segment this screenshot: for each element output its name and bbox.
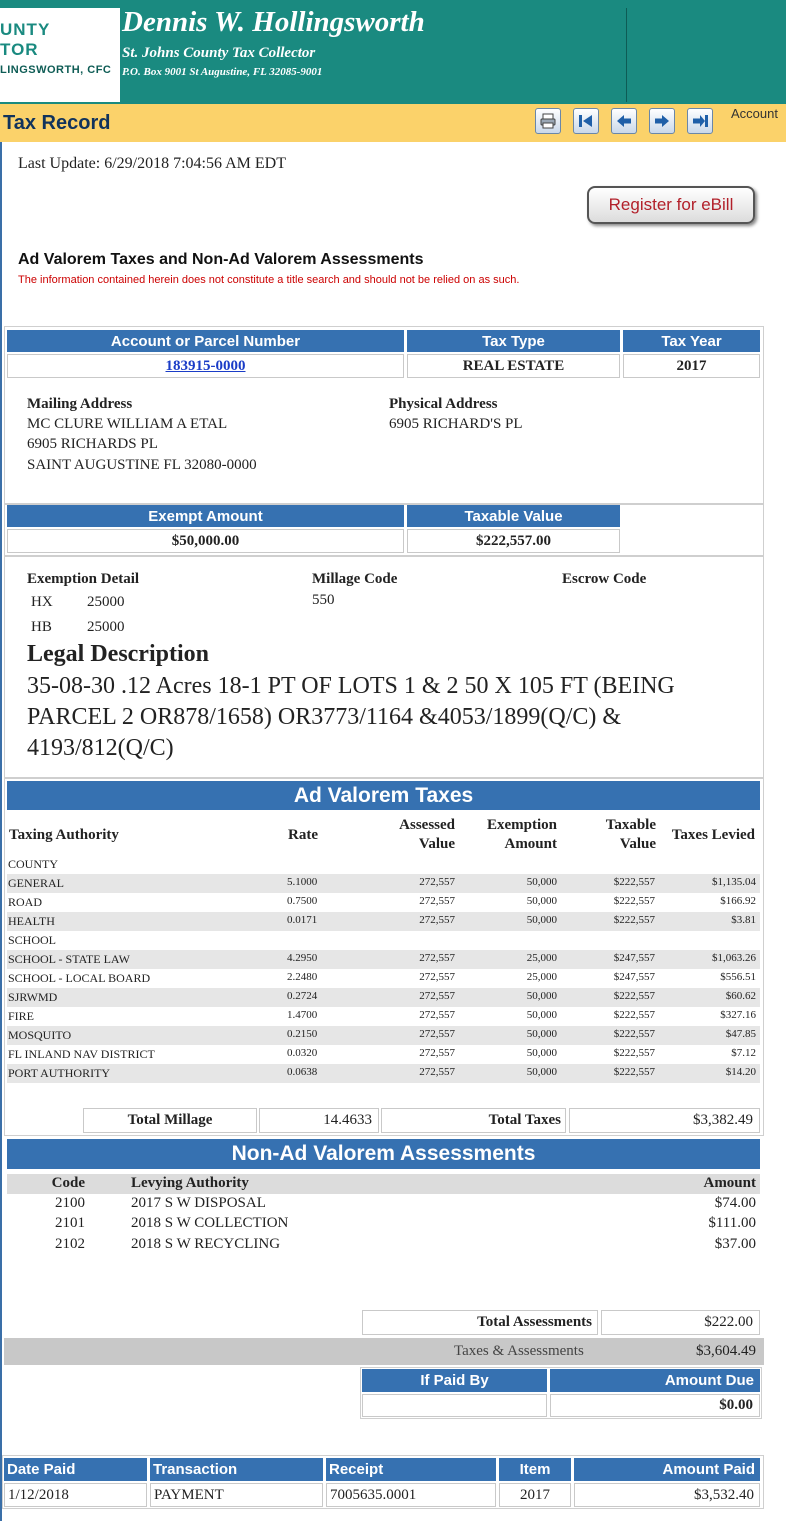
receipt-header: Receipt [326, 1458, 496, 1481]
account-link[interactable]: Account [731, 106, 778, 121]
assessment-amount: $74.00 [714, 1195, 756, 1211]
amount-due-header: Amount Due [550, 1369, 760, 1392]
taxes-levied: $556.51 [720, 971, 756, 983]
assessed-header-line: Value [418, 836, 455, 852]
table-row [7, 1194, 760, 1214]
assessment-amount: $111.00 [708, 1215, 756, 1231]
date-paid-value: 1/12/2018 [4, 1483, 147, 1507]
assessment-authority: 2018 S W RECYCLING [131, 1236, 281, 1252]
taxable-value: $222,557 [613, 990, 655, 1002]
millage-rate: 0.2150 [287, 1028, 318, 1040]
last-page-button[interactable] [687, 108, 713, 134]
tax-year-value: 2017 [623, 354, 760, 378]
taxing-authority: SCHOOL - LOCAL BOARD [8, 971, 151, 985]
table-row [7, 1064, 760, 1083]
section-heading: Ad Valorem Taxes and Non-Ad Valorem Assessments [18, 251, 424, 268]
parcel-number-header: Account or Parcel Number [7, 330, 404, 352]
parcel-number-cell [7, 354, 404, 378]
transaction-header: Transaction [150, 1458, 323, 1481]
exemption-amount: 25000 [87, 619, 125, 635]
exempt-amount-value: $50,000.00 [7, 529, 404, 553]
taxing-authority: PORT AUTHORITY [8, 1066, 111, 1080]
table-row [7, 912, 760, 931]
levying-authority-header: Levying Authority [131, 1175, 249, 1191]
taxable-value-value: $222,557.00 [407, 529, 620, 553]
assessed-value: 272,557 [419, 1009, 455, 1021]
taxes-levied: $14.20 [725, 1066, 756, 1078]
exemption-amount-header [487, 816, 557, 854]
taxes-levied: $166.92 [720, 895, 756, 907]
mailing-address-line: MC CLURE WILLIAM A ETAL [27, 416, 228, 432]
exemption-amount: 50,000 [526, 1066, 557, 1078]
taxes-levied-header: Taxes Levied [671, 827, 755, 843]
taxing-authority: SCHOOL - STATE LAW [8, 952, 130, 966]
first-page-icon [577, 112, 595, 130]
exemption-amount: 50,000 [526, 1028, 557, 1040]
assessed-value: 272,557 [419, 971, 455, 983]
taxes-levied: $47.85 [725, 1028, 756, 1040]
table-row [7, 855, 760, 874]
ad-valorem-title: Ad Valorem Taxes [7, 781, 760, 810]
total-millage-value: 14.4633 [259, 1108, 379, 1133]
last-update-text: Last Update: 6/29/2018 7:04:56 AM EDT [18, 155, 286, 172]
grand-total-value: $3,604.49 [696, 1343, 756, 1359]
millage-code-label: Millage Code [312, 571, 398, 587]
escrow-code-label: Escrow Code [562, 571, 647, 587]
previous-icon [615, 112, 633, 130]
taxes-levied: $1,063.26 [712, 952, 756, 964]
taxable-header-line: Value [619, 836, 656, 852]
assessment-authority: 2018 S W COLLECTION [131, 1215, 289, 1231]
taxes-levied: $1,135.04 [712, 876, 756, 888]
last-page-icon [691, 112, 709, 130]
taxable-value: $247,557 [613, 952, 655, 964]
assessed-value: 272,557 [419, 1066, 455, 1078]
millage-rate: 0.2724 [287, 990, 318, 1002]
logo-line-3: LINGSWORTH, CFC [0, 64, 112, 76]
mailing-address-line: SAINT AUGUSTINE FL 32080-0000 [27, 457, 257, 473]
millage-rate: 0.0638 [287, 1066, 318, 1078]
taxable-value-header: Taxable Value [407, 505, 620, 527]
tax-type-value: REAL ESTATE [407, 354, 620, 378]
table-row [7, 893, 760, 912]
total-millage-label: Total Millage [83, 1108, 257, 1133]
logo-line-2: TOR [0, 40, 39, 59]
exemption-code: HB [31, 619, 52, 635]
if-paid-by-header: If Paid By [362, 1369, 547, 1392]
grand-total-row [4, 1338, 764, 1365]
millage-rate: 0.0171 [287, 914, 318, 926]
rate-header: Rate [288, 827, 318, 843]
millage-rate: 4.2950 [287, 952, 318, 964]
assessed-header-line: Assessed [399, 817, 455, 833]
millage-code-value: 550 [312, 592, 335, 608]
assessed-value: 272,557 [419, 914, 455, 926]
header-divider [626, 8, 627, 102]
page-title: Tax Record [3, 112, 111, 134]
taxing-authority: COUNTY [8, 857, 58, 871]
assessment-code: 2101 [55, 1215, 85, 1231]
taxable-value-col-header [606, 816, 656, 854]
exemption-detail-label: Exemption Detail [27, 571, 140, 587]
parcel-panel [4, 326, 764, 504]
millage-rate: 0.7500 [287, 895, 318, 907]
exempt-amount-header: Exempt Amount [7, 505, 404, 527]
first-page-button[interactable] [573, 108, 599, 134]
receipt-value: 7005635.0001 [326, 1483, 496, 1507]
taxing-authority: SCHOOL [8, 933, 57, 947]
assessment-amount: $37.00 [714, 1236, 756, 1252]
taxing-authority: FL INLAND NAV DISTRICT [8, 1047, 155, 1061]
disclaimer-text: The information contained herein does not constitute a title search and should not be relied on as such. [18, 274, 520, 286]
taxable-value: $222,557 [613, 1047, 655, 1059]
exemption-amount: 50,000 [526, 1047, 557, 1059]
taxable-value: $222,557 [613, 914, 655, 926]
previous-button[interactable] [611, 108, 637, 134]
table-row [7, 1214, 760, 1234]
exemption-header-line: Amount [504, 836, 557, 852]
item-header: Item [499, 1458, 571, 1481]
taxes-levied: $60.62 [725, 990, 756, 1002]
if-paid-by-value [362, 1394, 547, 1417]
amount-header: Amount [703, 1175, 756, 1191]
register-ebill-button[interactable]: Register for eBill [587, 186, 755, 224]
print-button[interactable] [535, 108, 561, 134]
code-header: Code [51, 1175, 85, 1191]
physical-address-label: Physical Address [389, 396, 498, 412]
taxable-value: $222,557 [613, 1028, 655, 1040]
assessed-value: 272,557 [419, 1028, 455, 1040]
tax-collector-logo[interactable] [0, 8, 120, 102]
table-row [7, 1026, 760, 1045]
taxing-authority-header: Taxing Authority [9, 827, 119, 843]
print-icon [539, 112, 557, 130]
exemption-amount: 25,000 [526, 952, 557, 964]
taxing-authority: GENERAL [8, 876, 64, 890]
item-value: 2017 [499, 1483, 571, 1507]
left-rule [0, 142, 2, 1521]
taxes-levied: $3.81 [731, 914, 756, 926]
assessed-value-header [399, 816, 455, 854]
collector-address: P.O. Box 9001 St Augustine, FL 32085-9001 [122, 66, 323, 78]
taxable-value: $222,557 [613, 1066, 655, 1078]
millage-rate: 1.4700 [287, 1009, 318, 1021]
next-icon [653, 112, 671, 130]
table-row [7, 1235, 760, 1255]
table-row [7, 950, 760, 969]
exemption-header-line: Exemption [486, 817, 557, 833]
table-row [7, 1045, 760, 1064]
collector-name: Dennis W. Hollingsworth [122, 6, 425, 38]
table-row [7, 1007, 760, 1026]
exemption-amount: 50,000 [526, 1009, 557, 1021]
assessed-value: 272,557 [419, 876, 455, 888]
non-ad-valorem-header-row [7, 1174, 760, 1194]
grand-total-label: Taxes & Assessments [454, 1343, 584, 1359]
total-taxes-value: $3,382.49 [569, 1108, 760, 1133]
taxable-value: $247,557 [613, 971, 655, 983]
exemption-amount: 25000 [87, 594, 125, 610]
taxable-value: $222,557 [613, 895, 655, 907]
amount-due-value: $0.00 [550, 1394, 760, 1417]
next-button[interactable] [649, 108, 675, 134]
taxable-header-line: Taxable [605, 817, 656, 833]
table-row [7, 874, 760, 893]
legal-description-title: Legal Description [27, 641, 209, 667]
table-row [7, 988, 760, 1007]
taxing-authority: SJRWMD [8, 990, 58, 1004]
amount-paid-header: Amount Paid [574, 1458, 760, 1481]
taxes-levied: $327.16 [720, 1009, 756, 1021]
millage-rate: 0.0320 [287, 1047, 318, 1059]
assessed-value: 272,557 [419, 895, 455, 907]
ad-valorem-table [7, 855, 760, 1083]
exemption-amount: 50,000 [526, 990, 557, 1002]
tax-type-header: Tax Type [407, 330, 620, 352]
amount-paid-value: $3,532.40 [574, 1483, 760, 1507]
assessed-value: 272,557 [419, 990, 455, 1002]
taxable-value: $222,557 [613, 1009, 655, 1021]
date-paid-header: Date Paid [4, 1458, 147, 1481]
taxing-authority: HEALTH [8, 914, 55, 928]
table-row [7, 969, 760, 988]
assessment-authority: 2017 S W DISPOSAL [131, 1195, 266, 1211]
assessed-value: 272,557 [419, 952, 455, 964]
transaction-value: PAYMENT [150, 1483, 323, 1507]
collector-office: St. Johns County Tax Collector [122, 45, 316, 61]
total-assessments-value: $222.00 [601, 1310, 760, 1335]
table-row [7, 931, 760, 950]
assessment-code: 2102 [55, 1236, 85, 1252]
exemption-amount: 50,000 [526, 895, 557, 907]
millage-rate: 2.2480 [287, 971, 318, 983]
taxes-levied: $7.12 [731, 1047, 756, 1059]
exemption-amount: 25,000 [526, 971, 557, 983]
physical-address-line: 6905 RICHARD'S PL [389, 416, 523, 432]
exemption-amount: 50,000 [526, 914, 557, 926]
site-header [0, 0, 786, 104]
taxing-authority: FIRE [8, 1009, 35, 1023]
total-assessments-label: Total Assessments [362, 1310, 598, 1335]
taxable-value: $222,557 [613, 876, 655, 888]
taxing-authority: ROAD [8, 895, 43, 909]
logo-line-1: UNTY [0, 20, 51, 39]
taxing-authority: MOSQUITO [8, 1028, 72, 1042]
mailing-address-label: Mailing Address [27, 396, 133, 412]
legal-description-text: 35-08-30 .12 Acres 18-1 PT OF LOTS 1 & 2 50 X 105 FT (BEING PARCEL 2 OR878/1658) OR3773/1164 &4053/1899(Q/C) & 4193/812(Q/C) [27, 673, 675, 761]
tax-year-header: Tax Year [623, 330, 760, 352]
assessed-value: 272,557 [419, 1047, 455, 1059]
millage-rate: 5.1000 [287, 876, 318, 888]
exemption-amount: 50,000 [526, 876, 557, 888]
mailing-address-line: 6905 RICHARDS PL [27, 436, 158, 452]
parcel-number-link[interactable]: 183915-0000 [165, 357, 246, 374]
total-taxes-label: Total Taxes [381, 1108, 566, 1133]
non-ad-valorem-title: Non-Ad Valorem Assessments [7, 1139, 760, 1169]
exemption-code: HX [31, 594, 53, 610]
assessment-code: 2100 [55, 1195, 85, 1211]
